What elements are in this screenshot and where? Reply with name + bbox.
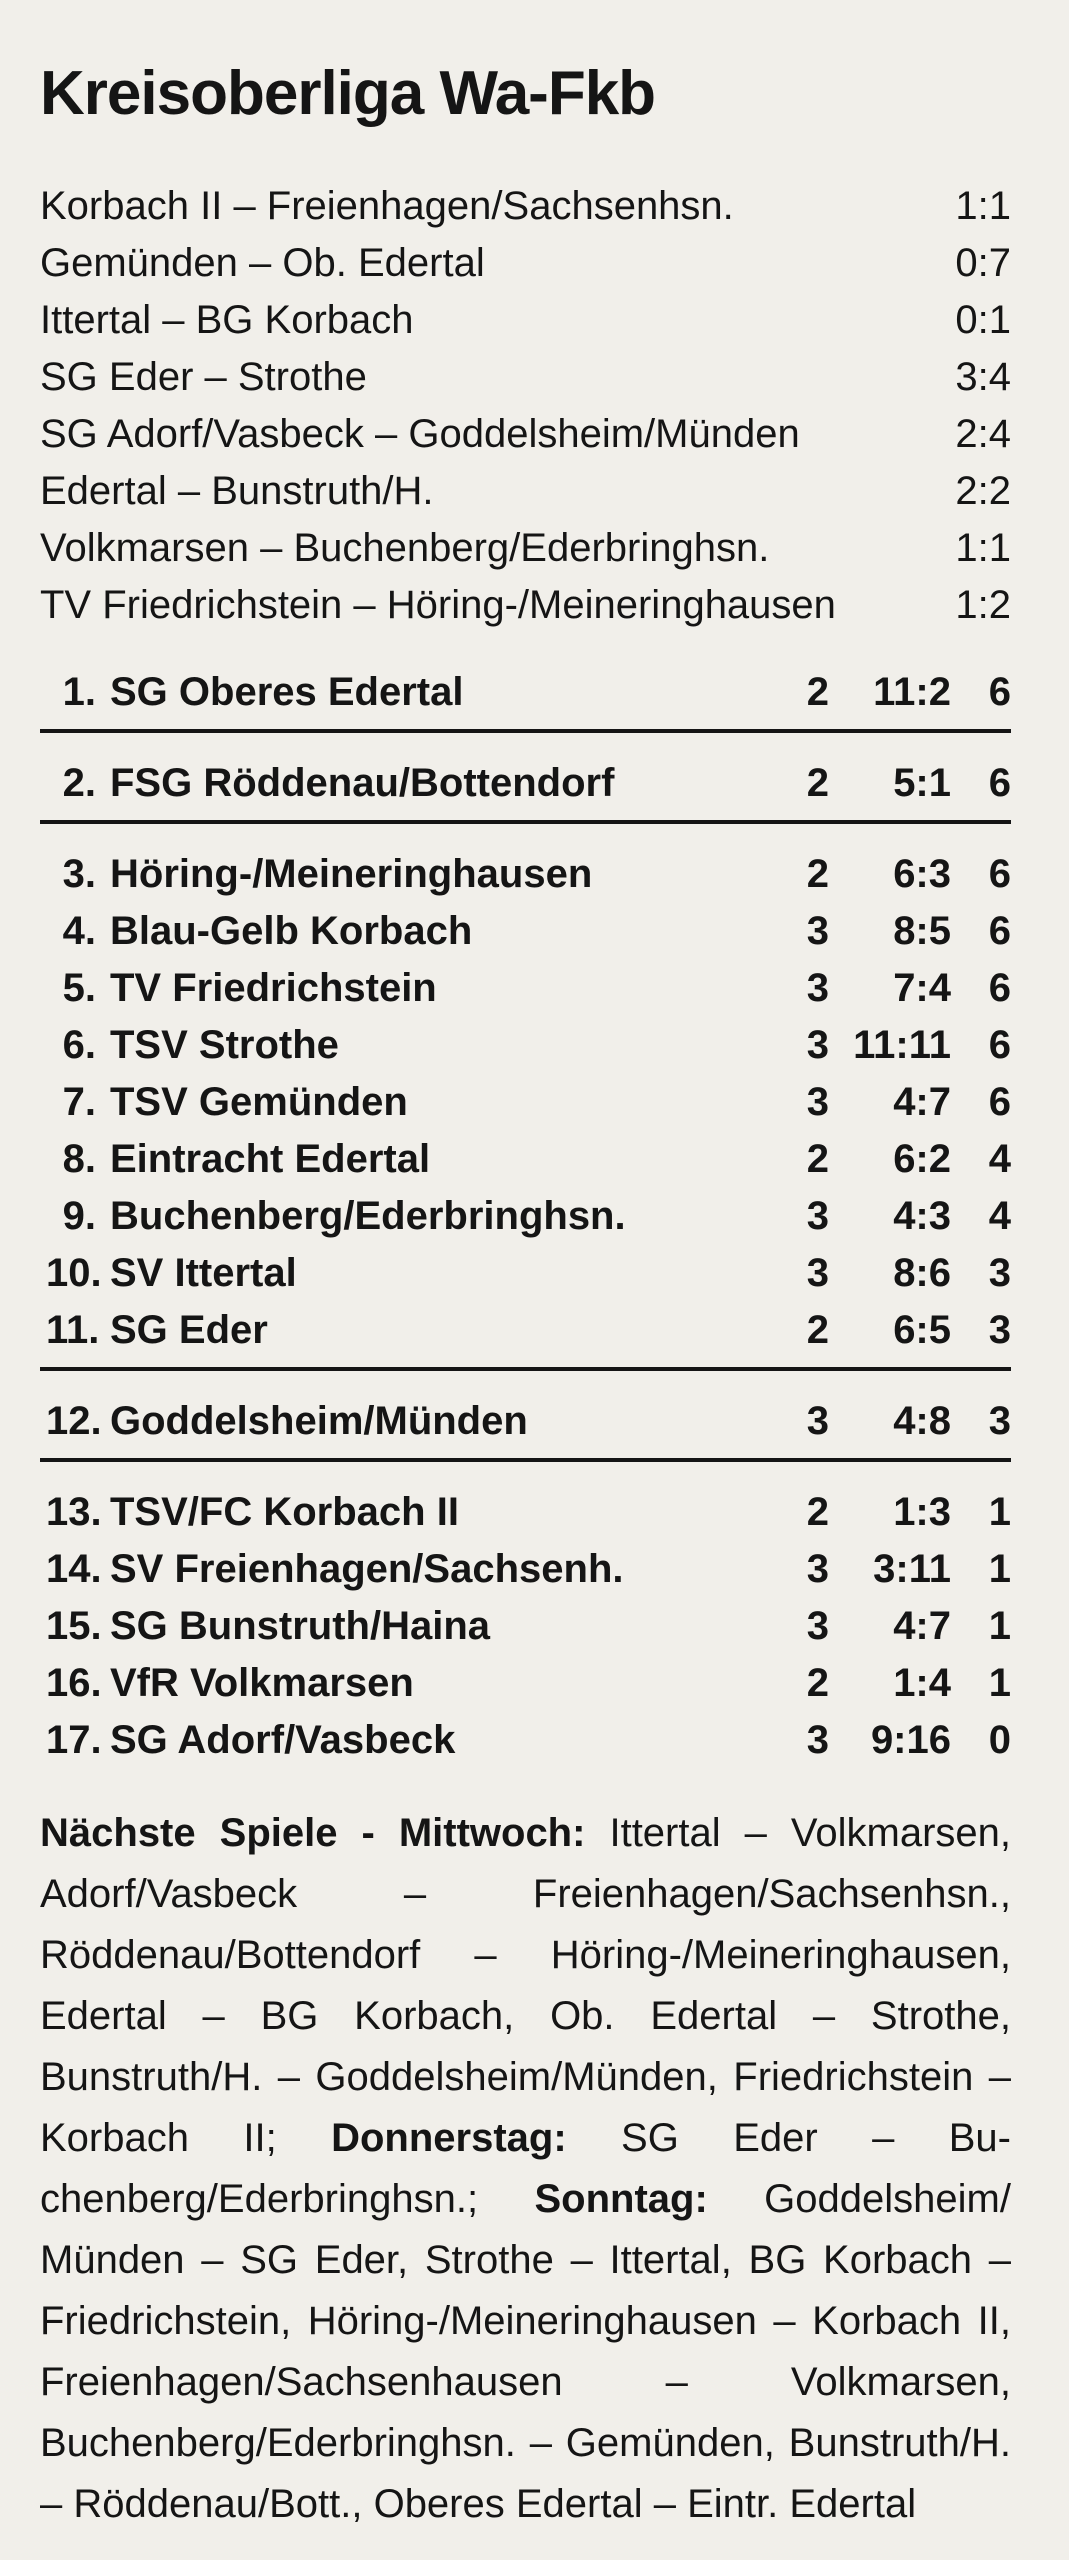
- match: SG Eder – Strothe: [40, 355, 367, 399]
- points: 1: [988, 1490, 1011, 1534]
- points: 3: [988, 1308, 1011, 1352]
- rank: 12.: [46, 1399, 102, 1443]
- goals: 4:8: [893, 1399, 951, 1443]
- table-row: [40, 1393, 1011, 1462]
- table-row: [40, 1302, 1011, 1371]
- points: 6: [988, 670, 1011, 714]
- team: TV Friedrichstein: [110, 966, 437, 1010]
- points: 6: [988, 1023, 1011, 1067]
- points: 6: [988, 909, 1011, 953]
- rank: 1.: [62, 670, 96, 714]
- table-row: [40, 664, 1011, 733]
- points: 6: [988, 761, 1011, 805]
- table-row: [40, 1131, 1011, 1188]
- rank: 4.: [62, 909, 96, 953]
- score: 2:2: [955, 469, 1011, 513]
- games: 2: [806, 761, 829, 805]
- team: Goddelsheim/Münden: [110, 1399, 528, 1443]
- points: 1: [988, 1547, 1011, 1591]
- team: SG Oberes Edertal: [110, 670, 464, 714]
- rank: 13.: [46, 1490, 102, 1534]
- games: 3: [806, 1023, 829, 1067]
- rank: 10.: [46, 1251, 102, 1295]
- team: SV Freienhagen/Sachsenh.: [110, 1547, 624, 1591]
- rank: 8.: [62, 1137, 96, 1181]
- points: 4: [988, 1194, 1011, 1238]
- games: 2: [806, 1308, 829, 1352]
- wednesday-label: Nächste Spiele - Mittwoch:: [40, 1811, 586, 1855]
- points: 3: [988, 1399, 1011, 1443]
- team: SG Eder: [110, 1308, 268, 1352]
- games: 2: [806, 852, 829, 896]
- team: SG Adorf/Vasbeck: [110, 1718, 456, 1762]
- games: 2: [806, 1490, 829, 1534]
- games: 2: [806, 1661, 829, 1705]
- table-row: [40, 846, 1011, 903]
- rank: 9.: [62, 1194, 96, 1238]
- result-row: [40, 178, 1011, 235]
- rank: 3.: [62, 852, 96, 896]
- games: 3: [806, 1604, 829, 1648]
- score: 0:7: [955, 241, 1011, 285]
- result-row: [40, 292, 1011, 349]
- score: 1:2: [955, 583, 1011, 627]
- goals: 4:7: [893, 1080, 951, 1124]
- team: FSG Röddenau/Bottendorf: [110, 761, 615, 805]
- rank: 6.: [62, 1023, 96, 1067]
- team: TSV Strothe: [110, 1023, 339, 1067]
- rank: 15.: [46, 1604, 102, 1648]
- games: 3: [806, 1251, 829, 1295]
- goals: 1:3: [893, 1490, 951, 1534]
- rank: 2.: [62, 761, 96, 805]
- score: 1:1: [955, 526, 1011, 570]
- team: TSV/FC Korbach II: [110, 1490, 459, 1534]
- score: 0:1: [955, 298, 1011, 342]
- match: Korbach II – Freienhagen/Sachsenhsn.: [40, 184, 734, 228]
- table-row: [40, 1245, 1011, 1302]
- table-row: [40, 1017, 1011, 1074]
- goals: 4:7: [893, 1604, 951, 1648]
- team: Buchenberg/Ederbringhsn.: [110, 1194, 626, 1238]
- result-row: [40, 520, 1011, 577]
- next-games-paragraph: [40, 1803, 1011, 2535]
- games: 3: [806, 1399, 829, 1443]
- games: 2: [806, 1137, 829, 1181]
- sunday-label: Sonntag:: [534, 2177, 708, 2221]
- match: Volkmarsen – Buchenberg/Ederbringhsn.: [40, 526, 770, 570]
- team: SG Bunstruth/Haina: [110, 1604, 491, 1648]
- team: TSV Gemünden: [110, 1080, 408, 1124]
- games: 3: [806, 1547, 829, 1591]
- games: 3: [806, 1080, 829, 1124]
- table-row: [40, 960, 1011, 1017]
- table-row: [40, 1655, 1011, 1712]
- match: Gemünden – Ob. Edertal: [40, 241, 485, 285]
- thursday-label: Donnerstag:: [331, 2116, 567, 2160]
- goals: 6:5: [893, 1308, 951, 1352]
- points: 6: [988, 966, 1011, 1010]
- table-row: [40, 1074, 1011, 1131]
- team: VfR Volkmarsen: [110, 1661, 414, 1705]
- goals: 5:1: [893, 761, 951, 805]
- games: 3: [806, 1718, 829, 1762]
- standings-table: [40, 664, 1011, 1769]
- rank: 14.: [46, 1547, 102, 1591]
- thursday-fixtures: SG Eder – Buchenberg/Ederbringhsn.;: [40, 2116, 1011, 2221]
- goals: 4:3: [893, 1194, 951, 1238]
- goals: 1:4: [893, 1661, 951, 1705]
- games: 3: [806, 1194, 829, 1238]
- table-row: [40, 755, 1011, 824]
- table-row: [40, 903, 1011, 960]
- points: 1: [988, 1661, 1011, 1705]
- goals: 11:2: [873, 670, 951, 714]
- goals: 11:11: [853, 1023, 951, 1067]
- results-list: [40, 178, 1011, 634]
- score: 2:4: [955, 412, 1011, 456]
- points: 3: [988, 1251, 1011, 1295]
- games: 3: [806, 909, 829, 953]
- result-row: [40, 406, 1011, 463]
- rank: 16.: [46, 1661, 102, 1705]
- goals: 8:6: [893, 1251, 951, 1295]
- match: SG Adorf/Vasbeck – Goddelsheim/Münden: [40, 412, 800, 456]
- goals: 7:4: [893, 966, 951, 1010]
- team: Blau-Gelb Korbach: [110, 909, 473, 953]
- goals: 8:5: [893, 909, 951, 953]
- rank: 11.: [46, 1308, 100, 1352]
- result-row: [40, 349, 1011, 406]
- goals: 9:16: [870, 1718, 951, 1762]
- score: 1:1: [955, 184, 1011, 228]
- rank: 7.: [62, 1080, 96, 1124]
- goals: 6:3: [893, 852, 951, 896]
- points: 6: [988, 1080, 1011, 1124]
- table-row: [40, 1188, 1011, 1245]
- points: 1: [988, 1604, 1011, 1648]
- table-row: [40, 1541, 1011, 1598]
- team: SV Ittertal: [110, 1251, 297, 1295]
- rank: 17.: [46, 1718, 102, 1762]
- result-row: [40, 463, 1011, 520]
- table-row: [40, 1484, 1011, 1541]
- team: Höring-/Meineringhausen: [110, 852, 593, 896]
- table-row: [40, 1712, 1011, 1769]
- goals: 3:11: [873, 1547, 951, 1591]
- result-row: [40, 235, 1011, 292]
- wednesday-fixtures: Ittertal – Volkmarsen, Adorf/Vasbeck – Freienhagen/Sachsenhsn., Röddenau/Bottendorf – Höring-/Meineringhausen, Edertal – BG Korbach, Ob. Edertal – Strothe, Bunstruth/H. – Goddelsheim/Münden, Friedrichstein – Korbach II;: [40, 1811, 1011, 2160]
- score: 3:4: [955, 355, 1011, 399]
- match: Edertal – Bunstruth/H.: [40, 469, 434, 513]
- sunday-fixtures: Goddelsheim/ Münden – SG Eder, Strothe – Ittertal, BG Korbach – Friedrichstein, Höring-/Meineringhausen – Korbach II, Freienhagen/Sachsenhausen – Volkmarsen, Buchenberg/Ederbringhsn. – Gemünden, Bunstruth/H. – Röddenau/Bott., Oberes Edertal – Eintr. Edertal: [40, 2177, 1011, 2526]
- team: Eintracht Edertal: [110, 1137, 431, 1181]
- rank: 5.: [62, 966, 96, 1010]
- table-row: [40, 1598, 1011, 1655]
- result-row: [40, 577, 1011, 634]
- page-title: Kreisoberliga Wa-Fkb: [40, 59, 656, 128]
- goals: 6:2: [893, 1137, 951, 1181]
- points: 0: [988, 1718, 1011, 1762]
- games: 3: [806, 966, 829, 1010]
- games: 2: [806, 670, 829, 714]
- match: Ittertal – BG Korbach: [40, 298, 414, 342]
- points: 6: [988, 852, 1011, 896]
- points: 4: [988, 1137, 1011, 1181]
- match: TV Friedrichstein – Höring-/Meineringhausen: [40, 583, 836, 627]
